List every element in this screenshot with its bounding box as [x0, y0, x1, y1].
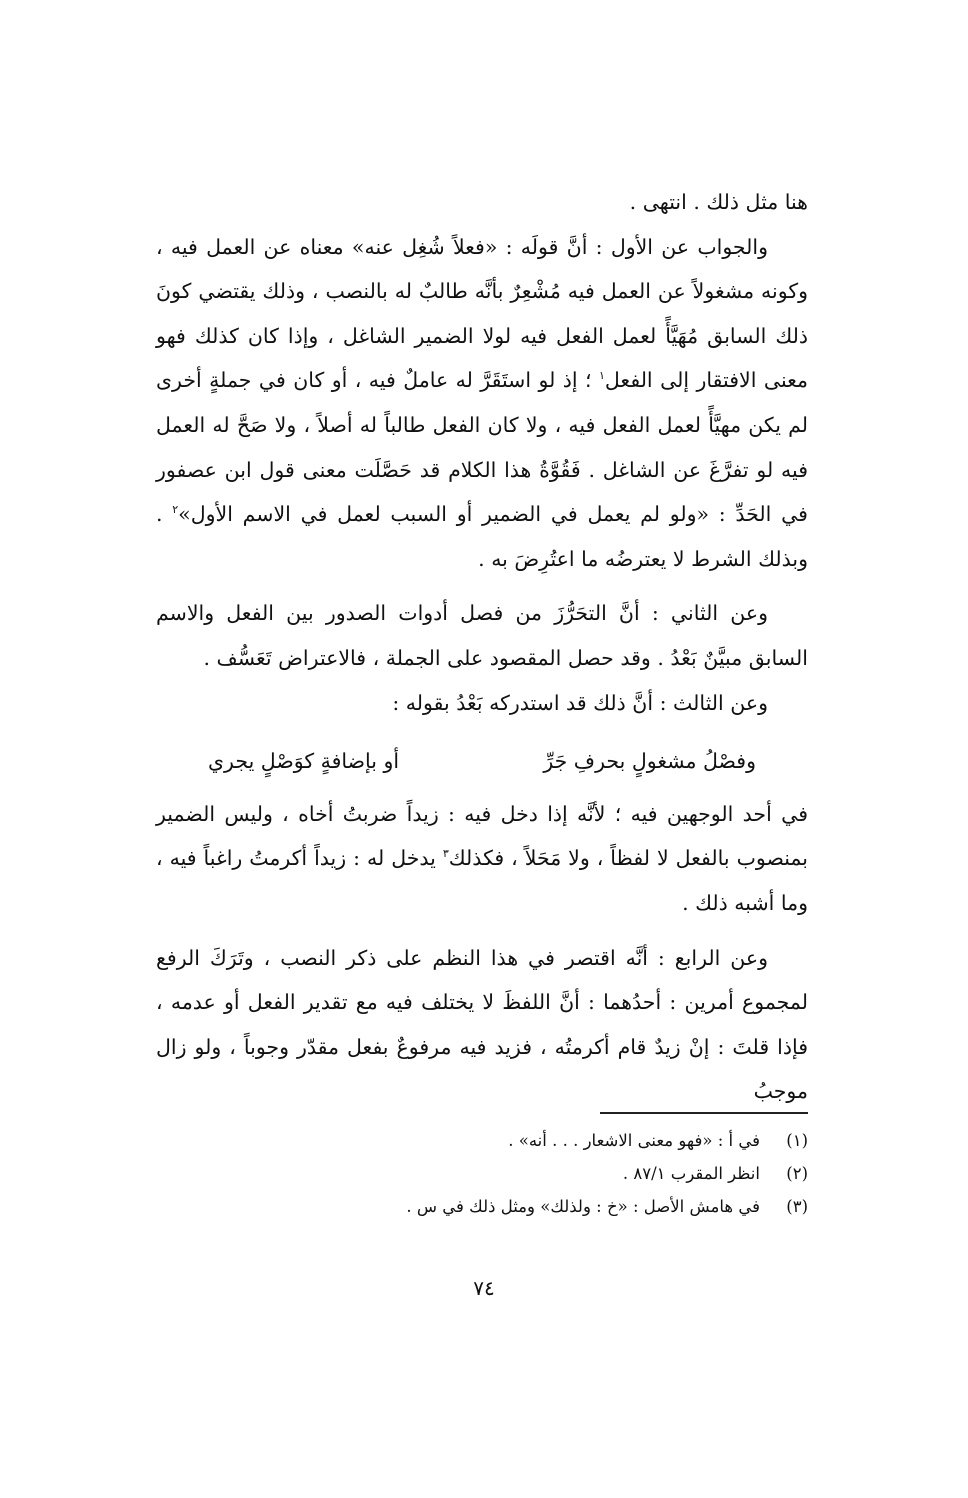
- paragraph-after-verse: [156, 792, 808, 926]
- verse-hemistich-right: وفصْلُ مشغولٍ بحرفِ جَرِّ: [543, 749, 756, 774]
- paragraph-1-part-b: ؛ إذ لو استَقَرَّ له عاملٌ فيه ، أو كان في جملةٍ أخرى لم يكن مهيَّأً لعمل الفعل فيه ، ولا كان الفعل طالباً له أصلاً ، ولا صَحَّ له العمل فيه لو تفرَّغَ عن الشاغل . فَقُوَّةُ هذا الكلام قد حَصَّلَت معنى قول ابن عصفور في الحَدِّ : «ولو لم يعمل في الضمير أو السبب لعمل في الاسم الأول»: [156, 368, 808, 527]
- verse-hemistich-left: أو بإضافةٍ كوَصْلٍ يجري: [208, 749, 400, 774]
- verse-line: [156, 739, 808, 784]
- footnotes: [156, 1124, 808, 1223]
- footnote-text: في هامش الأصل : «خ : ولذلك» ومثل ذلك في س .: [406, 1197, 760, 1216]
- paragraph-1: [156, 225, 808, 582]
- footnote-separator: [600, 1112, 808, 1114]
- paragraph-0: هنا مثل ذلك . انتهى .: [629, 190, 808, 214]
- paragraph-2: وعن الثاني : أنَّ التحَرُّزَ من فصل أدوات الصدور بين الفعل والاسم السابق مبيَّنٌ بَعْدُ . وقد حصل المقصود على الجملة ، فالاعتراض تَعَسُّف .: [156, 601, 808, 670]
- paragraph-1-part-c: . وبذلك الشرط لا يعترضُه ما اعتُرِضَ به .: [156, 502, 808, 571]
- footnote-number: (٣): [786, 1197, 808, 1216]
- page-number: ٧٤: [473, 1276, 495, 1300]
- paragraph-1-part-a: والجواب عن الأول : أنَّ قولَه : «فعلاً شُغِل عنه» معناه عن العمل فيه ، وكونه مشغولاً عن العمل فيه مُشْعِرٌ بأنَّه طالبٌ له بالنصب ، وذلك يقتضي كونَ ذلك السابق مُهَيَّأً لعمل الفعل فيه لولا الضمير الشاغل ، وإذا كان كذلك فهو معنى الافتقار إلى الفعل: [156, 234, 809, 393]
- footnote-ref-2: ٢: [172, 503, 179, 517]
- footnote-ref-3: ٣: [442, 847, 449, 861]
- footnote-number: (٢): [786, 1164, 808, 1183]
- footnote-2: [156, 1157, 808, 1190]
- footnote-number: (١): [786, 1131, 808, 1150]
- paragraph-4: وعن الرابع : أنَّه اقتصر في هذا النظم على ذكر النصب ، وتَرَكَ الرفع لمجموع أمرين : أحدُهما : أنَّ اللفظَ لا يختلف فيه مع تقدير الفعل أو عدمه ، فإذا قلتَ : إنْ زيدٌ قام أكرمتُه ، فزيد فيه مرفوعٌ بفعل مقدّر وجوباً ، ولو زال موجبُ: [156, 945, 808, 1104]
- footnote-1: [156, 1124, 808, 1157]
- main-text: [156, 180, 808, 1114]
- after-verse-part-a: في أحد الوجهين فيه ؛ لأنَّه إذا دخل فيه : زيداً ضربتُ أخاه ، وليس الضمير بمنصوب بالفعل لا لفظاً ، ولا مَحَلاً ، فكذلك: [156, 801, 808, 871]
- after-verse-part-b: يدخل له : زيداً أكرمتُ راغباً فيه ، وما أشبه ذلك .: [156, 846, 808, 915]
- footnote-3: [156, 1190, 808, 1223]
- footnote-text: انظر المقرب ٨٧/١ .: [622, 1164, 760, 1183]
- footnote-ref-1: ١: [598, 369, 605, 383]
- paragraph-3: وعن الثالث : أنَّ ذلك قد استدركه بَعْدُ بقوله :: [392, 690, 768, 715]
- footnote-text: في أ : «فهو معنى الاشعار . . . أنه» .: [508, 1131, 760, 1150]
